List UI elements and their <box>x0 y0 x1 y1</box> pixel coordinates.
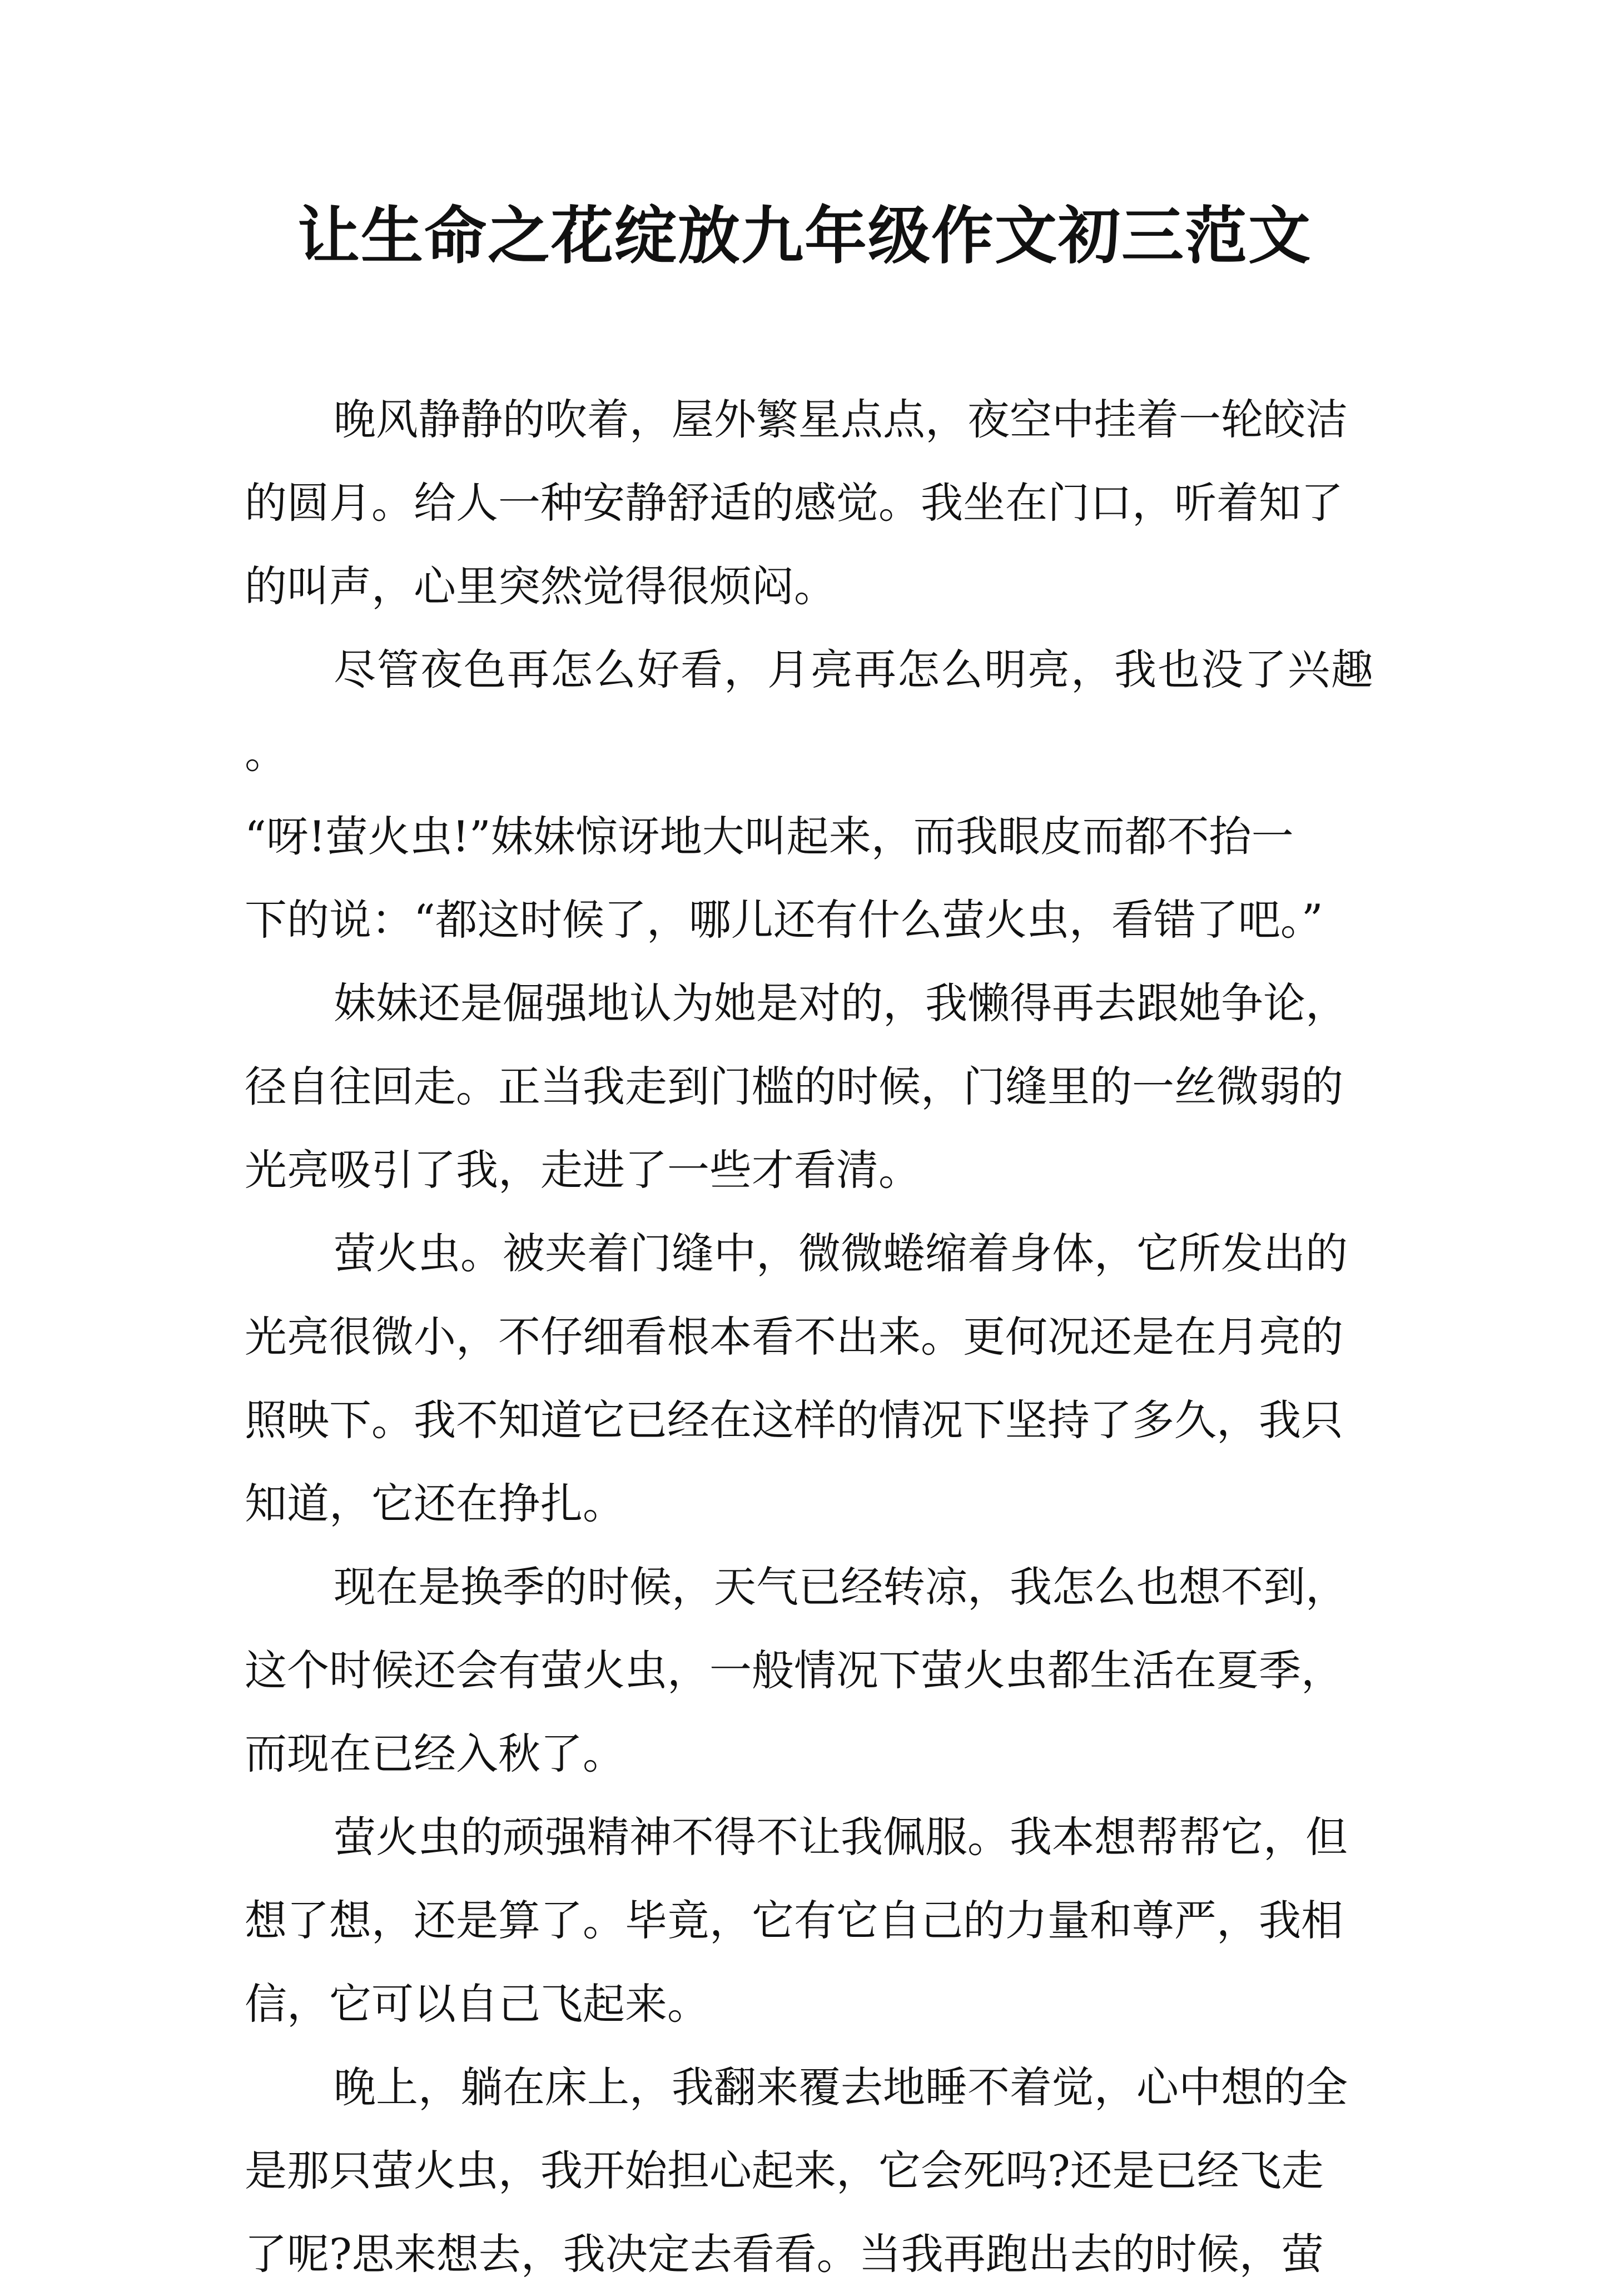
paragraph-line: 知道，它还在挣扎。 <box>245 1479 625 1528</box>
paragraph-line: 是那只萤火虫，我开始担心起来，它会死吗?还是已经飞走 <box>245 2146 1324 2195</box>
paragraph-7 <box>245 2046 1373 2296</box>
paragraph-line: 信，它可以自己飞起来。 <box>245 1979 709 2029</box>
paragraph-line: 妹妹还是倔强地认为她是对的，我懒得再去跟她争论， <box>334 978 1348 1028</box>
paragraph-line: 照映下。我不知道它已经在这样的情况下坚持了多久，我只 <box>245 1395 1343 1445</box>
paragraph-line: 尽管夜色再怎么好看，月亮再怎么明亮，我也没了兴趣。 <box>245 645 1373 778</box>
paragraph-line: 下的说：“都这时候了，哪儿还有什么萤火虫，看错了吧。” <box>245 895 1323 945</box>
paragraph-line: 萤火虫。被夹着门缝中，微微蜷缩着身体，它所发出的 <box>334 1229 1348 1278</box>
paragraph-line: 萤火虫的顽强精神不得不让我佩服。我本想帮帮它，但 <box>334 1812 1348 1862</box>
paragraph-3 <box>245 962 1373 1212</box>
paragraph-6 <box>245 1796 1373 2046</box>
paragraph-line: 现在是换季的时候，天气已经转凉，我怎么也想不到， <box>334 1562 1348 1612</box>
paragraph-4 <box>245 1212 1373 1545</box>
paragraph-line: 晚上，躺在床上，我翻来覆去地睡不着觉，心中想的全 <box>334 2063 1348 2112</box>
paragraph-1 <box>245 378 1373 628</box>
paragraph-5 <box>245 1545 1373 1796</box>
paragraph-line: 了呢?思来想去，我决定去看看。当我再跑出去的时候，萤 <box>245 2229 1324 2279</box>
paragraph-line: 想了想，还是算了。毕竟，它有它自己的力量和尊严，我相 <box>245 1896 1343 1945</box>
paragraph-line: 的圆月。给人一种安静舒适的感觉。我坐在门口，听着知了 <box>245 478 1343 528</box>
paragraph-2 <box>245 628 1373 962</box>
paragraph-line: “呀!萤火虫!”妹妹惊讶地大叫起来，而我眼皮而都不抬一 <box>245 812 1294 861</box>
document-title: 让生命之花绽放九年级作文初三范文 <box>297 200 1312 272</box>
paragraph-line: 晚风静静的吹着，屋外繁星点点，夜空中挂着一轮皎洁 <box>334 395 1348 444</box>
document-body <box>245 378 1373 2296</box>
paragraph-line: 径自往回走。正当我走到门槛的时候，门缝里的一丝微弱的 <box>245 1062 1343 1111</box>
paragraph-line: 光亮很微小，不仔细看根本看不出来。更何况还是在月亮的 <box>245 1312 1343 1361</box>
paragraph-line: 而现在已经入秋了。 <box>245 1729 625 1778</box>
paragraph-line: 光亮吸引了我，走进了一些才看清。 <box>245 1145 921 1195</box>
paragraph-line: 这个时候还会有萤火虫，一般情况下萤火虫都生活在夏季， <box>245 1646 1343 1695</box>
paragraph-line: 的叫声，心里突然觉得很烦闷。 <box>245 561 836 611</box>
